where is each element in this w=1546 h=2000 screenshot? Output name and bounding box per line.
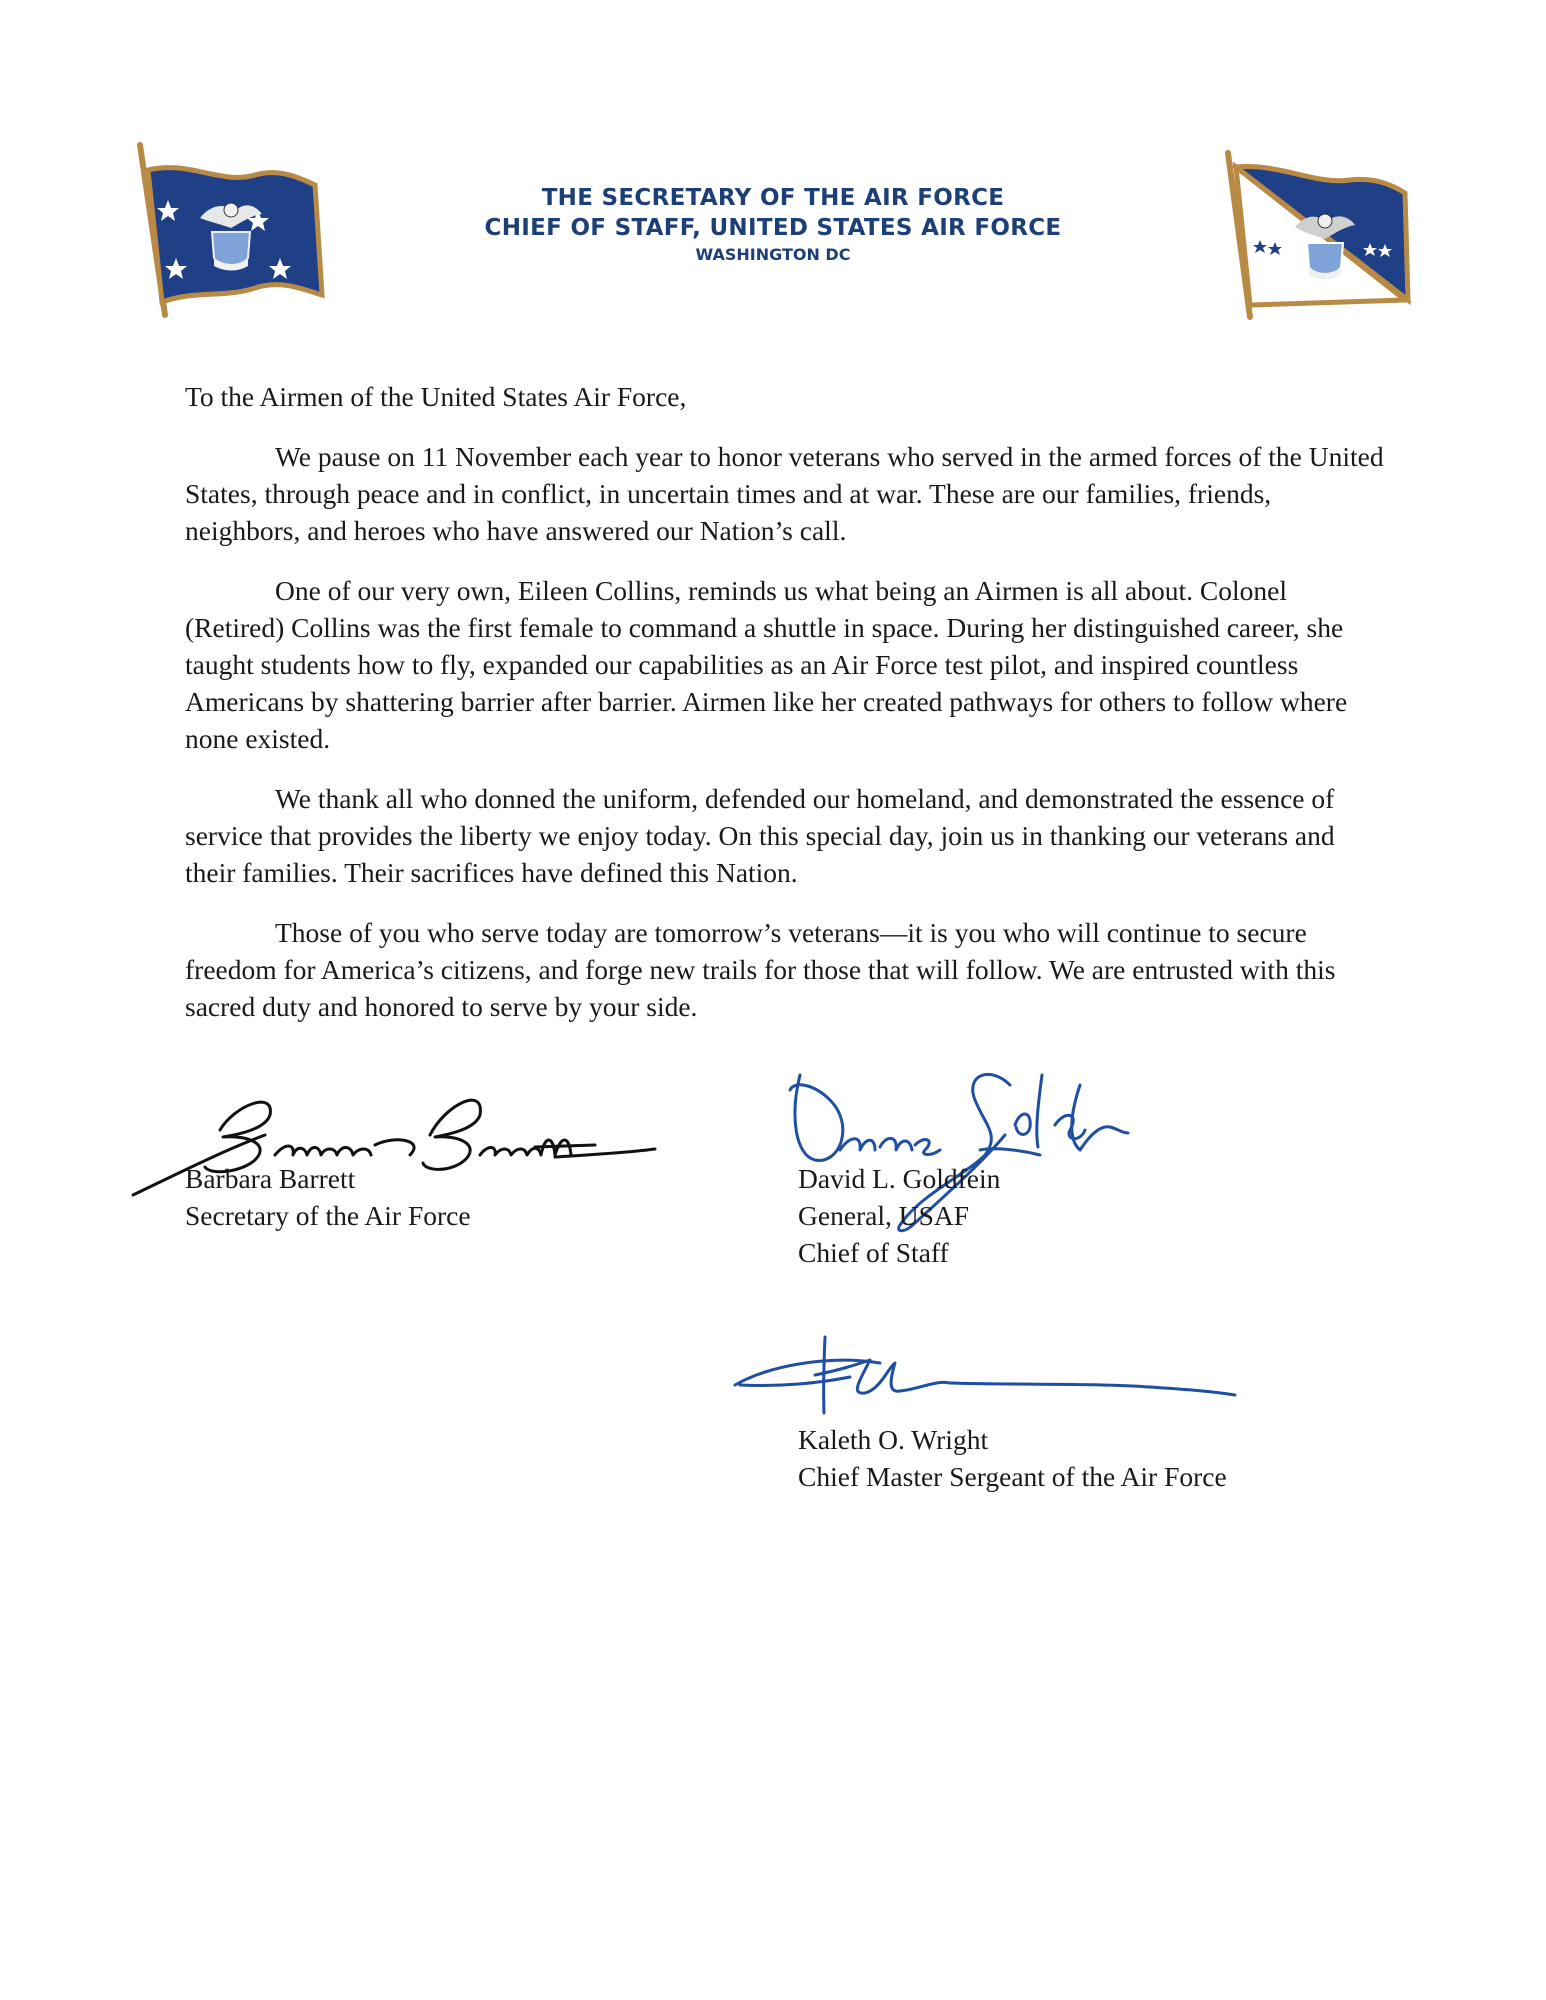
signature-block-goldfein: [798, 1160, 1000, 1271]
signature-block-barrett: [185, 1160, 471, 1234]
paragraph-4: Those of you who serve today are tomorrow’s veterans—it is you who will continue to secure freedom for America’s citizens, and forge new trails for those that will follow. We are entrusted with this sacred duty and honored to serve by your side.: [185, 917, 1336, 1022]
signature-wright: [720, 1325, 1240, 1420]
signatory-title: Chief Master Sergeant of the Air Force: [798, 1461, 1227, 1492]
paragraph-3: We thank all who donned the uniform, defended our homeland, and demonstrated the essence of service that provides the liberty we enjoy today. On this special day, join us in thanking our veterans and their families. Their sacrifices have defined this Nation.: [185, 783, 1335, 888]
signatory-title: Secretary of the Air Force: [185, 1200, 471, 1231]
signature-block-wright: [798, 1421, 1227, 1495]
letterhead: [440, 183, 1106, 267]
signatory-name: Barbara Barrett: [185, 1163, 356, 1194]
paragraph-1: We pause on 11 November each year to honor veterans who served in the armed forces of the United States, through peace and in conflict, in uncertain times and at war. These are our families, friends, neighbors, and heroes who have answered our Nation’s call.: [185, 441, 1384, 546]
secretary-flag-icon: [130, 140, 330, 320]
letter-body: [185, 378, 1385, 1048]
signatory-name: David L. Goldfein: [798, 1163, 1001, 1194]
letterhead-subtitle: CHIEF OF STAFF, UNITED STATES AIR FORCE: [484, 215, 1062, 241]
signatory-title: Chief of Staff: [798, 1237, 949, 1268]
letterhead-title: THE SECRETARY OF THE AIR FORCE: [541, 185, 1005, 211]
paragraph-2: One of our very own, Eileen Collins, reminds us what being an Airmen is all about. Colonel (Retired) Collins was the first female to command a shuttle in space. During her distinguished career, she taught students how to fly, expanded our capabilities as an Air Force test pilot, and inspired countless Americans by shattering barrier after barrier. Airmen like her created pathways for others to follow where none existed.: [185, 575, 1348, 754]
signatory-rank: General, USAF: [798, 1200, 970, 1231]
salutation: To the Airmen of the United States Air Force,: [185, 381, 687, 412]
chief-of-staff-flag-icon: [1220, 145, 1420, 325]
signatory-name: Kaleth O. Wright: [798, 1424, 989, 1455]
letterhead-location: WASHINGTON DC: [695, 245, 851, 264]
